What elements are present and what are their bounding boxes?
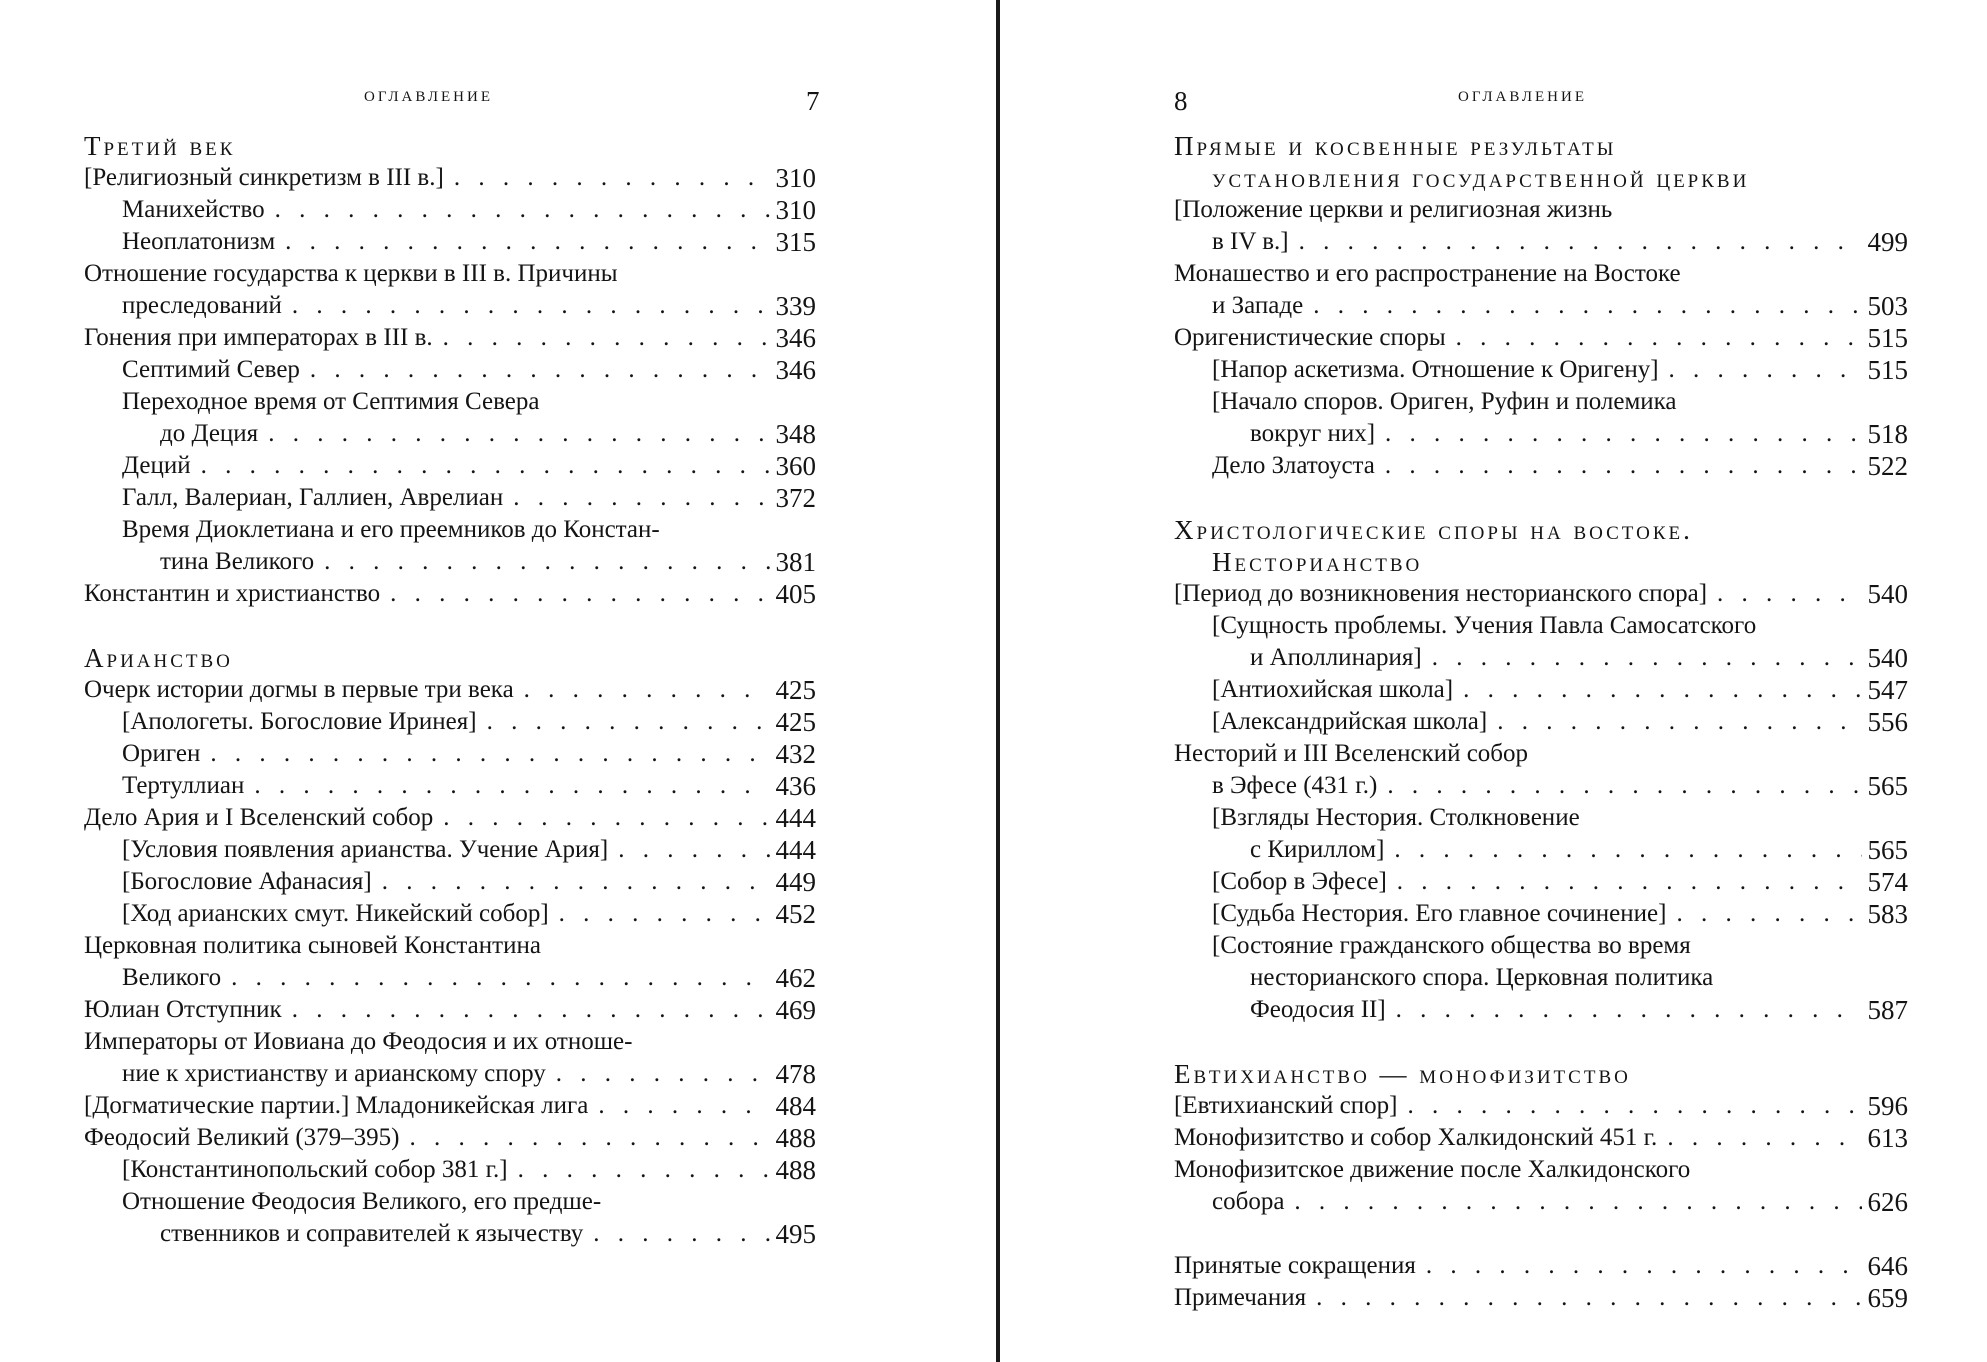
toc-entry-page-number: 556 [1862, 706, 1909, 738]
toc-entry-title: в Эфесе (431 г.) [1212, 772, 1383, 799]
toc-entry-page-number: 444 [770, 834, 817, 866]
toc-entry-title: до Деция [160, 420, 264, 447]
toc-entry[interactable] [84, 1090, 816, 1122]
toc-entry-page-number: 310 [770, 194, 817, 226]
toc-entry[interactable] [84, 194, 816, 226]
toc-entry-page-number: 565 [1862, 834, 1909, 866]
toc-entry[interactable] [84, 514, 816, 546]
toc-entry[interactable] [84, 578, 816, 610]
toc-entry[interactable] [1174, 1186, 1908, 1218]
toc-entry-page-number: 315 [770, 226, 817, 258]
toc-entry[interactable] [1174, 1090, 1908, 1122]
section-heading-continued: Несторианство [1212, 547, 1423, 577]
toc-entry[interactable] [84, 738, 816, 770]
toc-entry-page-number: 449 [770, 866, 817, 898]
toc-entry-page-number: 659 [1862, 1282, 1909, 1314]
toc-entry-title: ние к христианству и арианскому спору [122, 1060, 552, 1087]
toc-entry-page-number: 565 [1862, 770, 1909, 802]
toc-entry[interactable] [84, 866, 816, 898]
toc-entry[interactable] [84, 322, 816, 354]
toc-entry[interactable] [1174, 642, 1908, 674]
toc-entry[interactable] [84, 930, 816, 962]
toc-entry[interactable] [1174, 354, 1908, 386]
toc-entry[interactable] [84, 706, 816, 738]
table-of-contents-right [1174, 130, 1908, 1314]
toc-entry-title: Оригенистические споры [1174, 324, 1452, 351]
toc-entry-title: тина Великого [160, 548, 320, 575]
section-heading: Прямые и косвенные результаты [1174, 131, 1617, 161]
toc-entry[interactable] [84, 450, 816, 482]
toc-entry[interactable] [1174, 322, 1908, 354]
toc-entry-title: Принятые сокращения [1174, 1252, 1422, 1279]
toc-entry[interactable] [1174, 674, 1908, 706]
running-head: оглавление [1458, 82, 1587, 106]
toc-entry-title: Отношение Феодосия Великого, его предше- [122, 1188, 607, 1215]
toc-entry[interactable] [84, 962, 816, 994]
toc-entry[interactable] [1174, 706, 1908, 738]
toc-entry[interactable] [1174, 1154, 1908, 1186]
toc-entry-title: Ориген [122, 740, 206, 767]
table-of-contents-left [84, 130, 816, 1250]
toc-entry[interactable] [84, 1058, 816, 1090]
toc-entry-page-number: 425 [770, 706, 817, 738]
toc-entry-page-number: 310 [770, 162, 817, 194]
toc-entry[interactable] [1174, 1250, 1908, 1282]
toc-entry-page-number: 488 [770, 1122, 817, 1154]
toc-entry-page-number: 626 [1862, 1186, 1909, 1218]
toc-entry-title: Императоры от Иовиана до Феодосия и их отноше- [84, 1028, 638, 1055]
toc-entry[interactable] [84, 1026, 816, 1058]
toc-entry[interactable] [1174, 1282, 1908, 1314]
toc-entry-page-number: 596 [1862, 1090, 1909, 1122]
toc-entry-title: [Антиохийская школа] [1212, 676, 1459, 703]
toc-entry[interactable] [84, 1154, 816, 1186]
toc-entry[interactable] [84, 354, 816, 386]
toc-entry-title: Великого [122, 964, 227, 991]
toc-entry-title: [Апологеты. Богословие Иринея] [122, 708, 483, 735]
toc-entry[interactable] [84, 994, 816, 1026]
toc-entry[interactable] [84, 1122, 816, 1154]
toc-entry[interactable] [1174, 386, 1908, 418]
toc-entry[interactable] [84, 418, 816, 450]
toc-entry-page-number: 499 [1862, 226, 1909, 258]
toc-entry-title: и Западе [1212, 292, 1309, 319]
toc-entry-title: [Положение церкви и религиозная жизнь [1174, 196, 1618, 223]
toc-entry-title: Переходное время от Септимия Севера [122, 388, 545, 415]
toc-entry-title: Очерк истории догмы в первые три века [84, 676, 520, 703]
toc-entry-title: ственников и соправителей к язычеству [160, 1220, 589, 1247]
toc-entry-title: [Собор в Эфесе] [1212, 868, 1393, 895]
toc-entry[interactable] [1174, 866, 1908, 898]
toc-entry-title: [Напор аскетизма. Отношение к Оригену] [1212, 356, 1665, 383]
toc-entry-title: Отношение государства к церкви в III в. Причины [84, 260, 624, 287]
toc-entry[interactable] [84, 386, 816, 418]
toc-entry-title: Тертуллиан [122, 772, 250, 799]
toc-entry-title: несторианского спора. Церковная политика [1250, 964, 1719, 991]
section-heading: Арианство [84, 643, 233, 673]
toc-entry-page-number: 488 [770, 1154, 817, 1186]
toc-entry-page-number: 425 [770, 674, 817, 706]
toc-entry-page-number: 540 [1862, 642, 1909, 674]
toc-entry-title: Время Диоклетиана и его преемников до Констан- [122, 516, 666, 543]
toc-entry[interactable] [1174, 930, 1908, 962]
page-number: 8 [1174, 86, 1188, 116]
toc-entry-title: Дело Златоуста [1212, 452, 1381, 479]
toc-entry[interactable] [1174, 418, 1908, 450]
toc-entry-page-number: 405 [770, 578, 817, 610]
toc-entry-page-number: 515 [1862, 322, 1909, 354]
toc-entry-title: [Сущность проблемы. Учения Павла Самосатского [1212, 612, 1762, 639]
toc-entry-page-number: 478 [770, 1058, 817, 1090]
toc-entry[interactable] [84, 1186, 816, 1218]
running-head: оглавление [364, 82, 493, 106]
toc-entry[interactable] [1174, 898, 1908, 930]
toc-entry-title: [Состояние гражданского общества во время [1212, 932, 1697, 959]
section-heading: Евтихианство — монофизитство [1174, 1059, 1631, 1089]
toc-entry-title: вокруг них] [1250, 420, 1381, 447]
toc-entry-page-number: 360 [770, 450, 817, 482]
page-number: 7 [806, 86, 820, 116]
toc-entry-page-number: 432 [770, 738, 817, 770]
toc-entry[interactable] [1174, 258, 1908, 290]
toc-entry-page-number: 547 [1862, 674, 1909, 706]
toc-entry-title: Монофизитство и собор Халкидонский 451 г. [1174, 1124, 1663, 1151]
toc-entry-title: Феодосий Великий (379–395) [84, 1124, 406, 1151]
toc-entry-page-number: 462 [770, 962, 817, 994]
toc-entry-page-number: 587 [1862, 994, 1909, 1026]
section-heading: Христологические споры на востоке. [1174, 515, 1693, 545]
section-heading-continued: установления государственной церкви [1212, 163, 1750, 193]
toc-entry-page-number: 495 [770, 1218, 817, 1250]
toc-entry[interactable] [1174, 994, 1908, 1026]
toc-entry-title: [Условия появления арианства. Учение Ария] [122, 836, 614, 863]
toc-entry-title: Феодосия II] [1250, 996, 1392, 1023]
toc-entry-title: Галл, Валериан, Галлиен, Аврелиан [122, 484, 509, 511]
toc-entry-page-number: 436 [770, 770, 817, 802]
toc-entry[interactable] [84, 1218, 816, 1250]
toc-entry-page-number: 348 [770, 418, 817, 450]
toc-entry-title: [Александрийская школа] [1212, 708, 1493, 735]
toc-entry-title: собора [1212, 1188, 1290, 1215]
toc-entry[interactable] [84, 834, 816, 866]
toc-entry-page-number: 574 [1862, 866, 1909, 898]
toc-entry[interactable] [84, 674, 816, 706]
toc-entry[interactable] [84, 802, 816, 834]
toc-entry-title: [Религиозный синкретизм в III в.] [84, 164, 450, 191]
toc-entry-title: [Период до возникновения несторианского спора] [1174, 580, 1713, 607]
toc-entry-title: [Евтихианский спор] [1174, 1092, 1404, 1119]
toc-entry-page-number: 484 [770, 1090, 817, 1122]
toc-entry-title: Монофизитское движение после Халкидонского [1174, 1156, 1696, 1183]
toc-entry-title: [Судьба Нестория. Его главное сочинение] [1212, 900, 1672, 927]
toc-entry-page-number: 372 [770, 482, 817, 514]
toc-entry-page-number: 518 [1862, 418, 1909, 450]
toc-entry-title: и Аполлинария] [1250, 644, 1428, 671]
toc-entry-title: с Кириллом] [1250, 836, 1390, 863]
toc-entry-title: Константин и христианство [84, 580, 386, 607]
toc-entry[interactable] [1174, 194, 1908, 226]
toc-entry-title: преследований [122, 292, 288, 319]
toc-entry-page-number: 522 [1862, 450, 1909, 482]
toc-entry[interactable] [84, 770, 816, 802]
toc-entry[interactable] [1174, 610, 1908, 642]
toc-entry-title: Юлиан Отступник [84, 996, 288, 1023]
toc-entry[interactable] [84, 226, 816, 258]
toc-entry-title: Монашество и его распространение на Востоке [1174, 260, 1687, 287]
toc-entry[interactable] [84, 162, 816, 194]
toc-entry-page-number: 444 [770, 802, 817, 834]
toc-entry-title: [Богословие Афанасия] [122, 868, 378, 895]
toc-entry-title: [Ход арианских смут. Никейский собор] [122, 900, 555, 927]
toc-entry-page-number: 346 [770, 354, 817, 386]
toc-entry[interactable] [84, 546, 816, 578]
toc-entry[interactable] [1174, 290, 1908, 322]
toc-entry-title: [Догматические партии.] Младоникейская лига [84, 1092, 594, 1119]
toc-entry-page-number: 452 [770, 898, 817, 930]
toc-entry-title: Несторий и III Вселенский собор [1174, 740, 1534, 767]
toc-entry[interactable] [1174, 1122, 1908, 1154]
toc-entry-page-number: 515 [1862, 354, 1909, 386]
toc-entry[interactable] [84, 482, 816, 514]
toc-entry[interactable] [84, 258, 816, 290]
toc-entry[interactable] [84, 898, 816, 930]
toc-entry-page-number: 613 [1862, 1122, 1909, 1154]
section-heading: Третий век [84, 131, 236, 161]
toc-entry[interactable] [1174, 962, 1908, 994]
toc-entry-title: в IV в.] [1212, 228, 1295, 255]
toc-entry[interactable] [84, 290, 816, 322]
toc-entry-page-number: 346 [770, 322, 817, 354]
toc-entry-title: Септимий Север [122, 356, 306, 383]
toc-entry[interactable] [1174, 738, 1908, 770]
toc-entry[interactable] [1174, 770, 1908, 802]
toc-entry-title: Церковная политика сыновей Константина [84, 932, 547, 959]
toc-entry-title: Неоплатонизм [122, 228, 281, 255]
toc-entry-page-number: 339 [770, 290, 817, 322]
toc-entry-title: Деций [122, 452, 197, 479]
toc-entry-page-number: 381 [770, 546, 817, 578]
toc-entry-title: Дело Ария и I Вселенский собор [84, 804, 439, 831]
toc-entry-title: [Начало споров. Ориген, Руфин и полемика [1212, 388, 1683, 415]
toc-entry[interactable] [1174, 226, 1908, 258]
toc-entry[interactable] [1174, 450, 1908, 482]
toc-entry[interactable] [1174, 578, 1908, 610]
toc-entry[interactable] [1174, 802, 1908, 834]
toc-entry-title: Манихейство [122, 196, 271, 223]
toc-entry[interactable] [1174, 834, 1908, 866]
toc-entry-title: Примечания [1174, 1284, 1312, 1311]
toc-entry-page-number: 540 [1862, 578, 1909, 610]
toc-entry-page-number: 503 [1862, 290, 1909, 322]
toc-entry-page-number: 469 [770, 994, 817, 1026]
toc-entry-title: [Константинопольский собор 381 г.] [122, 1156, 514, 1183]
right-page [1000, 0, 1987, 1362]
toc-entry-page-number: 583 [1862, 898, 1909, 930]
toc-entry-title: [Взгляды Нестория. Столкновение [1212, 804, 1586, 831]
toc-entry-title: Гонения при императорах в III в. [84, 324, 439, 351]
toc-entry-page-number: 646 [1862, 1250, 1909, 1282]
